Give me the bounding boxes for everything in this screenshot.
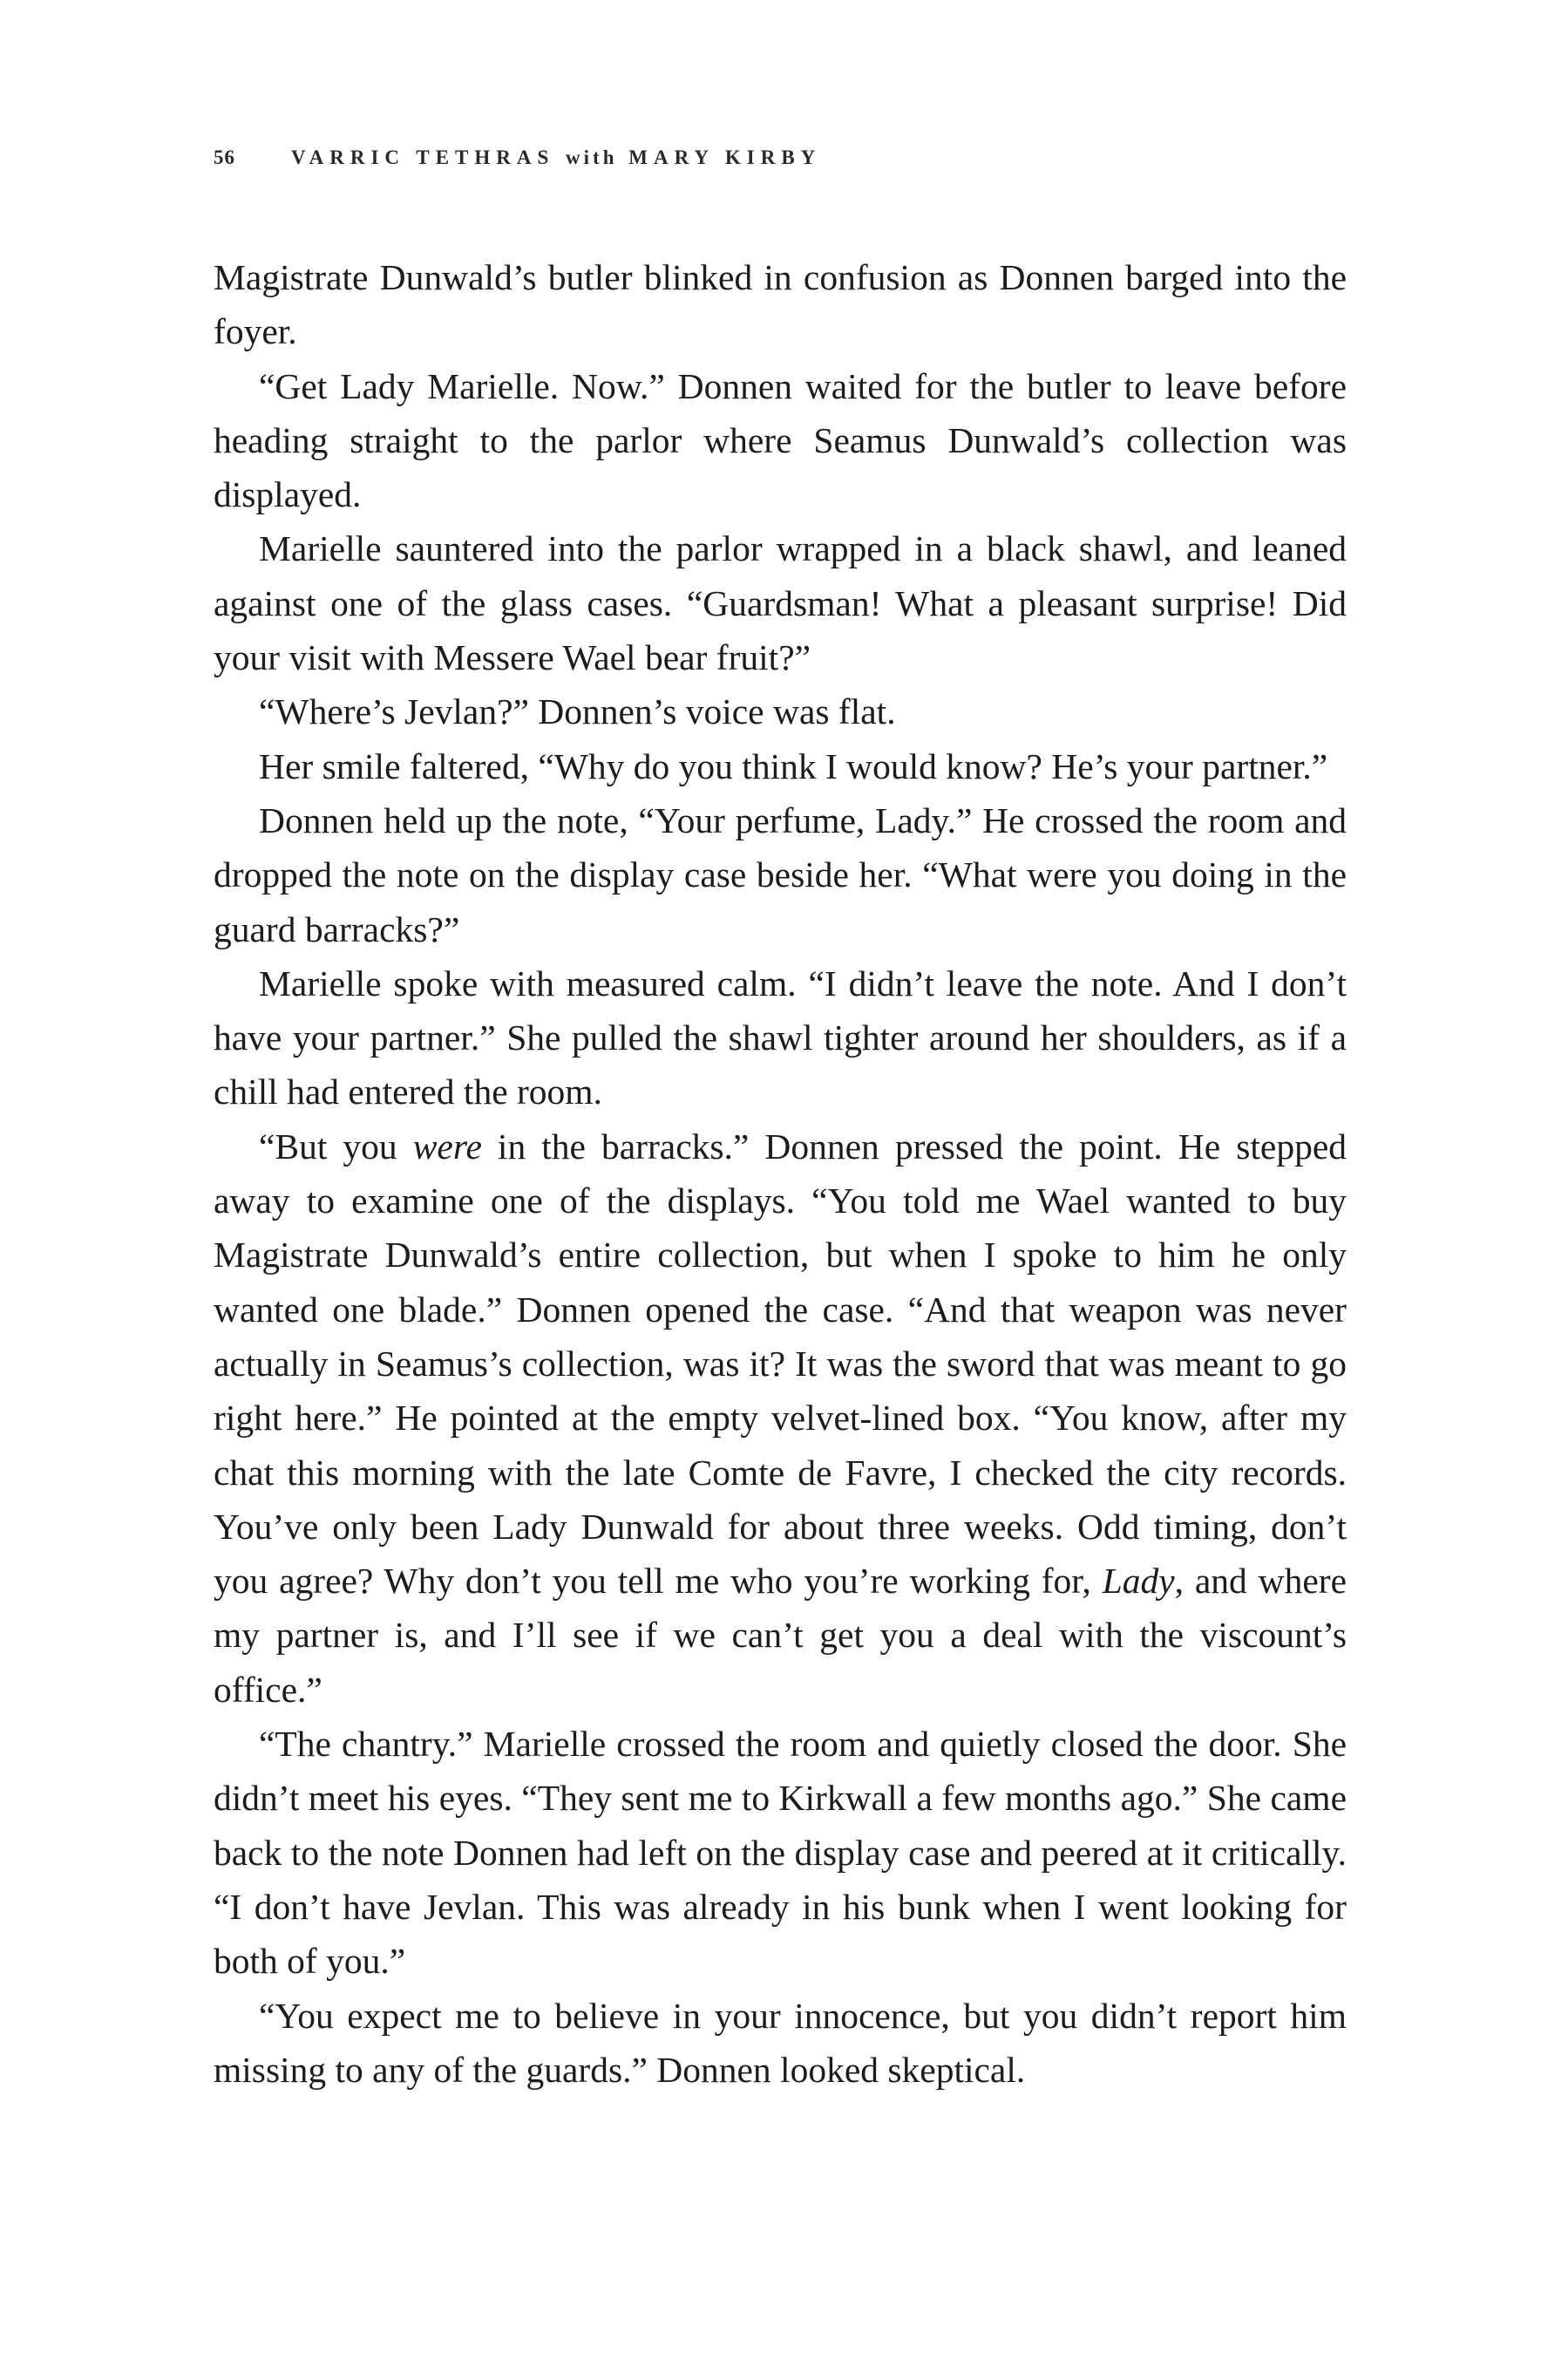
text-run: in the barracks.” Donnen pressed the point. He stepped away to examine one of the displays. “You told me Wael wanted to buy Magistrate Dunwald’s entire collection, but when I spoke to him he only wanted one blade.” Donnen opened the case. “And that weapon was never actually in Seamus’s collection, was it? It was the sword that was meant to go right here.” He pointed at the empty velvet-lined box. “You know, after my chat this morning with the late Comte de Favre, I checked the city records. You’ve only been Lady Dunwald for about three weeks. Odd timing, don’t you agree? Why don’t you tell me who you’re working for, [214,1126,1347,1602]
paragraph: “The chantry.” Marielle crossed the room and quietly closed the door. She didn’t meet his eyes. “They sent me to Kirkwall a few months ago.” She came back to the note Donnen had left on the display case and peered at it critically. “I don’t have Jevlan. This was already in his bunk when I went looking for both of you.” [214,1724,1347,1982]
running-header [214,146,1355,181]
paragraph: “Where’s Jevlan?” Donnen’s voice was flat. [259,691,896,732]
paragraph: “You expect me to believe in your innocence, but you didn’t report him missing to any of the guards.” Donnen looked skeptical. [214,1995,1347,2090]
body-text [214,250,1347,2097]
header-author: VARRIC TETHRAS [291,146,555,168]
page-number: 56 [214,146,235,168]
header-coauthor: MARY KIRBY [628,146,822,168]
text-run: , and where my partner is, and I’ll see if we can’t get you a deal with the viscount’s office.” [214,1561,1347,1710]
text-run: “But you [259,1126,413,1167]
paragraph: Marielle spoke with measured calm. “I didn’t leave the note. And I don’t have your partner.” She pulled the shawl tighter around her shoulders, as if a chill had entered the room. [214,963,1347,1112]
paragraph: Donnen held up the note, “Your perfume, Lady.” He crossed the room and dropped the note on the display case beside her. “What were you doing in the guard barracks?” [214,799,1347,949]
paragraph: Her smile faltered, “Why do you think I would know? He’s your partner.” [259,745,1328,786]
paragraph: Magistrate Dunwald’s butler blinked in confusion as Donnen barged into the foyer. [214,257,1347,352]
italic-emphasis: were [412,1126,482,1167]
paragraph: “Get Lady Marielle. Now.” Donnen waited for the butler to leave before heading straight to the parlor where Seamus Dunwald’s collection was displayed. [214,365,1347,515]
italic-emphasis: Lady [1102,1561,1175,1602]
paragraph [214,1119,1347,1717]
paragraph: Marielle sauntered into the parlor wrapped in a black shawl, and leaned against one of the glass cases. “Guardsman! What a pleasant surprise! Did your visit with Messere Wael bear fruit?” [214,528,1347,678]
header-with: with [566,146,618,168]
